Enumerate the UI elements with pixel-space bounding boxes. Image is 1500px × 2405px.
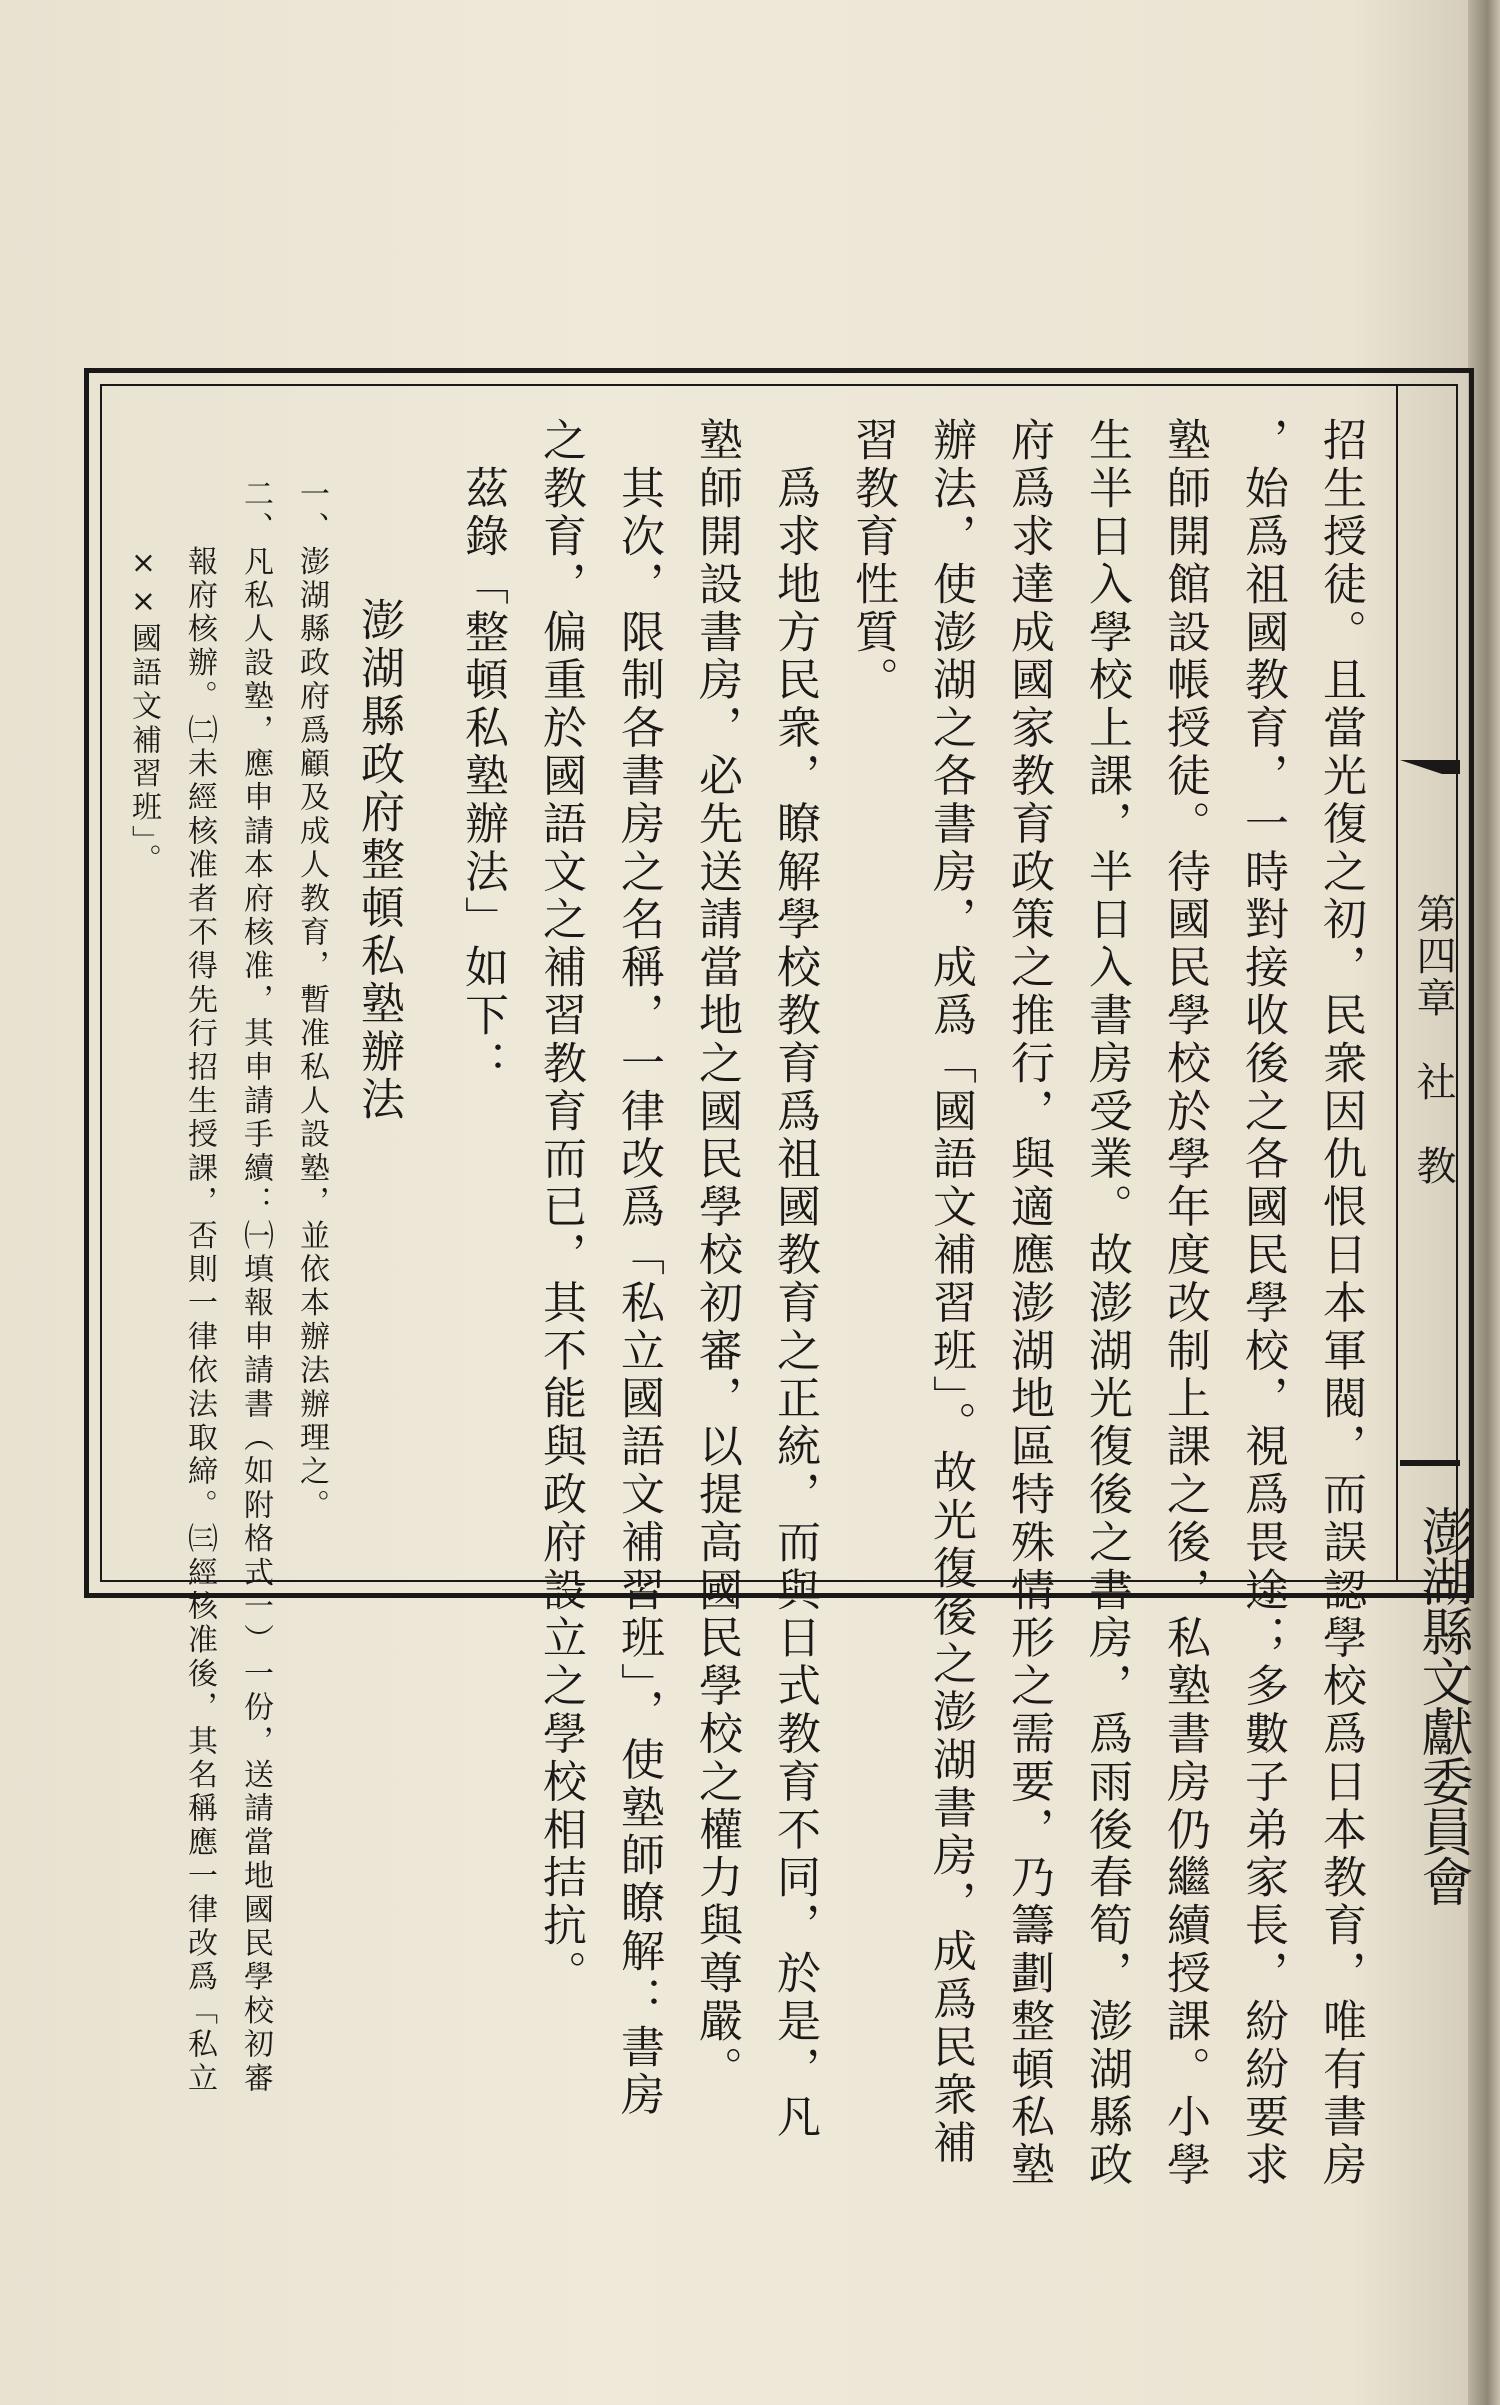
running-title: 澎湖縣文獻委員會 — [1412, 1505, 1472, 1905]
body-line: 塾師開館設帳授徒。待國民學校於學年度改制上課之後，私塾書房仍繼續授課。小學 — [1159, 417, 1210, 2190]
body-line: 其次，限制各書房之名稱，一律改爲「私立國語文補習班」，使塾師瞭解：書房 — [613, 417, 664, 2120]
body-line: 塾師開設書房，必先送請當地之國民學校初審，以提高國民學校之權力與尊嚴。 — [691, 417, 742, 2094]
body-line: 茲錄「整頓私塾辦法」如下： — [457, 417, 508, 1088]
header-column-divider — [1396, 386, 1398, 1580]
regulation-item: 一、澎湖縣政府爲顧及成人教育，暫准私人設塾，並依本辦法辦理之。 — [294, 478, 329, 1523]
body-line: 招生授徒。且當光復之初，民衆因仇恨日本軍閥，而誤認學校爲日本教育，唯有書房 — [1315, 417, 1366, 2190]
header-banner-bottom — [1400, 1460, 1460, 1466]
chapter-heading: 第四章 社 教 — [1410, 893, 1456, 1187]
body-line: 習教育性質。 — [847, 417, 898, 705]
body-line: 生半日入學校上課，半日入書房受業。故澎湖光復後之書房，爲雨後春筍，澎湖縣政 — [1081, 417, 1132, 2190]
regulation-item: 報府核辦。㈡未經核准者不得先行招生授課，否則一律依法取締。㈢經核准後，其名稱應一律改爲「私立 — [182, 478, 217, 2096]
regulation-item: ××國語文補習班」。 — [126, 478, 161, 878]
body-line: 爲求地方民衆，瞭解學校教育爲祖國教育之正統，而與日式教育不同，於是，凡 — [769, 417, 820, 2142]
regulation-heading: 澎湖縣政府整頓私塾辦法 — [353, 597, 404, 1124]
regulation-item: 二、凡私人設塾，應申請本府核准，其申請手續：㈠填報申請書（如附格式一）一份，送請當地國民學校初審 — [238, 478, 273, 2096]
body-line: ，始爲祖國教育，一時對接收後之各國民學校，視爲畏途；多數子弟家長，紛紛要求 — [1237, 417, 1288, 2190]
body-line: 之教育，偏重於國語文之補習教育而已，其不能與政府設立之學校相拮抗。 — [535, 417, 586, 1998]
body-line: 辦法，使澎湖之各書房，成爲「國語文補習班」。故光復後之澎湖書房，成爲民衆補 — [925, 417, 976, 2168]
body-line: 府爲求達成國家教育政策之推行，與適應澎湖地區特殊情形之需要，乃籌劃整頓私塾 — [1003, 417, 1054, 2190]
